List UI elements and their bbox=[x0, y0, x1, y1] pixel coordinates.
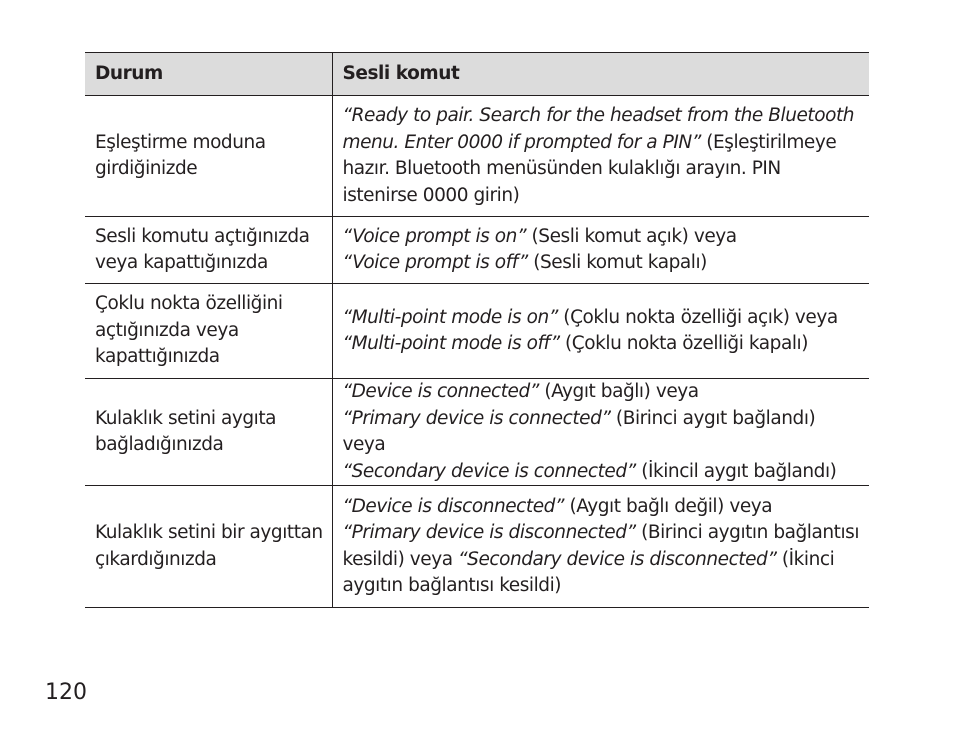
english-prompt: “Voice prompt is off” bbox=[342, 252, 528, 273]
state-cell: Eşleştirme moduna girdiğinizde bbox=[85, 96, 332, 217]
turkish-translation: (Eşleştirilmeye hazır. Bluetooth menüsünden kulaklığı arayın. PIN istenirse 0000 girin) bbox=[342, 131, 837, 206]
table-row bbox=[85, 96, 869, 217]
voice-prompt-cell bbox=[332, 96, 869, 217]
table-row bbox=[85, 379, 869, 486]
voice-prompt-cell bbox=[332, 486, 869, 608]
turkish-translation: (Aygıt bağlı) veya bbox=[538, 381, 699, 402]
table-row bbox=[85, 217, 869, 284]
voice-prompt-table bbox=[85, 52, 869, 608]
english-prompt: “Ready to pair. Search for the headset from the Bluetooth menu. Enter 0000 if prompted for a PIN” bbox=[342, 105, 855, 153]
voice-prompt-table-container bbox=[85, 52, 869, 608]
english-prompt: “Device is disconnected” bbox=[342, 495, 565, 517]
state-cell: Sesli komutu açtığınızda veya kapattığınızda bbox=[85, 217, 332, 284]
table-header-row bbox=[85, 53, 869, 96]
english-prompt: “Multi-point mode is off” bbox=[342, 333, 560, 354]
turkish-translation: (Aygıt bağlı değil) veya bbox=[564, 495, 773, 517]
page-number: 120 bbox=[45, 680, 87, 705]
turkish-translation: (İkinci aygıtın bağlantısı kesildi) bbox=[342, 548, 835, 596]
state-cell: Kulaklık setini bir aygıttan çıkardığınızda bbox=[85, 486, 332, 608]
english-prompt: “Primary device is disconnected” bbox=[342, 522, 636, 543]
table-row bbox=[85, 486, 869, 608]
turkish-translation: (Çoklu nokta özelliği açık) veya bbox=[557, 306, 838, 328]
voice-prompt-cell bbox=[332, 379, 869, 486]
english-prompt: “Secondary device is disconnected” bbox=[458, 548, 777, 570]
english-prompt: “Secondary device is connected” bbox=[342, 460, 636, 482]
turkish-translation: (Birinci aygıtın bağlantısı kesildi) veya bbox=[342, 522, 860, 570]
english-prompt: “Multi-point mode is on” bbox=[342, 306, 558, 328]
state-cell: Kulaklık setini aygıta bağladığınızda bbox=[85, 379, 332, 486]
voice-prompt-cell bbox=[332, 217, 869, 284]
turkish-translation: (Birinci aygıt bağlandı) veya bbox=[342, 407, 816, 455]
english-prompt: “Voice prompt is on” bbox=[342, 225, 527, 247]
header-voice-prompt: Sesli komut bbox=[332, 53, 869, 96]
state-cell: Çoklu nokta özelliğini açtığınızda veya kapattığınızda bbox=[85, 284, 332, 379]
table-row bbox=[85, 284, 869, 379]
voice-prompt-cell bbox=[332, 284, 869, 379]
english-prompt: “Primary device is connected” bbox=[342, 407, 611, 429]
turkish-translation: (İkincil aygıt bağlandı) bbox=[635, 460, 837, 482]
turkish-translation: (Sesli komut kapalı) bbox=[527, 252, 707, 273]
english-prompt: “Device is connected” bbox=[342, 381, 539, 402]
header-state: Durum bbox=[85, 53, 332, 96]
turkish-translation: (Çoklu nokta özelliği kapalı) bbox=[559, 333, 808, 354]
turkish-translation: (Sesli komut açık) veya bbox=[526, 225, 737, 247]
